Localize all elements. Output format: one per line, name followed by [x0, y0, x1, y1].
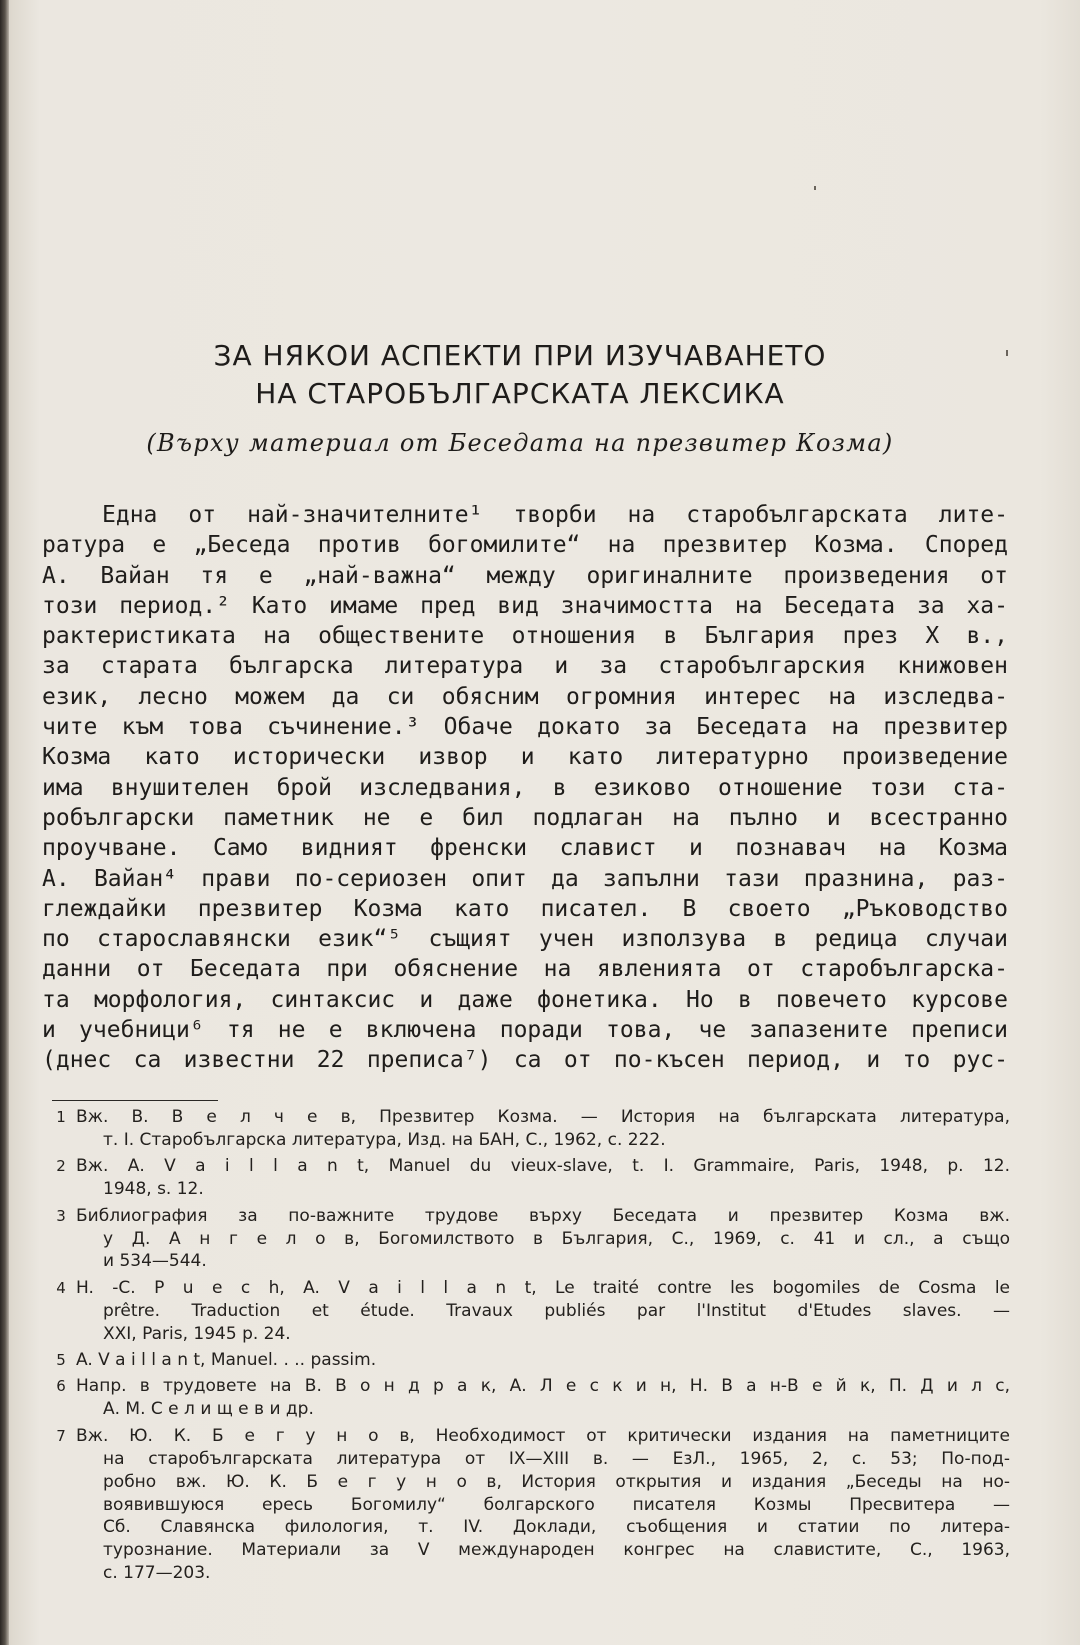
footnote-number: 6 — [56, 1377, 66, 1396]
footnote-5 — [50, 1349, 1010, 1372]
scan-speck — [814, 186, 816, 190]
body-line: та морфология, синтаксис и даже фонетика. Но в повечето курсове — [42, 986, 1008, 1013]
footnote-3 — [50, 1205, 1010, 1274]
article-header — [60, 337, 980, 457]
footnote-number: 5 — [56, 1351, 66, 1370]
body-line: данни от Беседата при обяснение на явленията от старобългарска- — [42, 956, 1008, 983]
body-line: глеждайки презвитер Козма като писател. В своето „Ръководство — [42, 895, 1008, 922]
body-line: А. Вайан тя е „най-важна“ между оригиналните произведения от — [42, 562, 1008, 589]
body-line: за старата българска литература и за старобългарския книжовен — [42, 653, 1008, 680]
title-line-2: НА СТАРОБЪЛГАРСКАТА ЛЕКСИКА — [255, 377, 785, 410]
footnotes — [50, 1106, 1010, 1589]
footnote-line: на старобългарската литература от IX—XIII в. — ЕзЛ., 1965, 2, с. 53; По-под- — [103, 1448, 1010, 1469]
footnote-6 — [50, 1375, 1010, 1421]
footnote-line: Напр. в трудовете на В. В о н д р а к, А. Л е с к и н, Н. В а н-В е й к, П. Д и л с, — [76, 1376, 1010, 1397]
body-paragraph — [42, 500, 1008, 1076]
footnote-line: робно вж. Ю. К. Б е г у н о в, История открытия и издания „Беседы на но- — [103, 1471, 1010, 1492]
body-line: проучване. Само видният френски славист и познавач на Козма — [42, 835, 1008, 862]
book-spine-shadow — [0, 0, 9, 1645]
footnote-2 — [50, 1155, 1010, 1201]
title-line-1: ЗА НЯКОИ АСПЕКТИ ПРИ ИЗУЧАВАНЕТО — [213, 339, 827, 372]
footnote-1 — [50, 1106, 1010, 1152]
body-line: и учебници⁶ тя не е включена поради това, че запазените преписи — [42, 1017, 1008, 1044]
footnote-line: Вж. В. В е л ч е в, Презвитер Козма. — История на българската литература, — [76, 1107, 1010, 1127]
body-line: робългарски паметник не е бил подлаган на пълно и всестранно — [42, 804, 1008, 831]
body-line: Една от най-значителните¹ творби на старобългарската лите- — [102, 502, 1008, 528]
footnote-line: с. 177—203. — [103, 1563, 211, 1584]
footnote-line: prêtre. Traduction et étude. Travaux publiés par l'Institut d'Etudes slaves. — — [103, 1300, 1010, 1321]
body-line: (днес са известни 22 преписа⁷) са от по-късен период, и то рус- — [42, 1047, 1008, 1074]
footnote-4 — [50, 1277, 1010, 1346]
footnote-7 — [50, 1425, 1010, 1585]
footnote-number: 7 — [56, 1426, 66, 1445]
footnote-line: А. М. С е л и щ е в и др. — [103, 1399, 314, 1420]
footnote-line: 1948, s. 12. — [103, 1179, 204, 1200]
footnote-line: Библиография за по-важните трудове върху Беседата и презвитер Козма вж. — [76, 1205, 1010, 1226]
footnote-line: воявившуюся ересь Богомилу“ болгарского писателя Козмы Пресвитера — — [103, 1494, 1010, 1515]
footnote-number: 3 — [56, 1206, 66, 1225]
footnote-line: XXI, Paris, 1945 p. 24. — [103, 1323, 291, 1344]
body-line: език, лесно можем да си обясним огромния интерес на изследва- — [42, 683, 1008, 710]
footnote-number: 1 — [56, 1108, 66, 1126]
footnote-number: 4 — [56, 1278, 66, 1297]
scan-speck — [1006, 350, 1008, 356]
body-line: ратура е „Беседа против богомилите“ на презвитер Козма. Според — [42, 532, 1008, 559]
footnote-line: т. I. Старобългарска литература, Изд. на БАН, С., 1962, с. 222. — [103, 1129, 666, 1150]
footnote-divider — [52, 1100, 218, 1101]
body-line: А. Вайан⁴ прави по-сериозен опит да запълни тази празнина, раз- — [42, 865, 1008, 892]
body-line: по старославянски език“⁵ същият учен използува в редица случаи — [42, 926, 1008, 953]
body-line: рактеристиката на обществените отношения в България през X в., — [42, 623, 1008, 650]
body-line: този период.² Като имаме пред вид значимостта на Беседата за ха- — [42, 592, 1008, 619]
footnote-line: турознание. Материали за V международен конгрес на славистите, С., 1963, — [103, 1540, 1010, 1561]
footnote-line: Вж. А. V a i l l a n t, Manuel du vieux-slave, t. I. Grammaire, Paris, 1948, p. 12. — [76, 1156, 1010, 1177]
footnote-number: 2 — [56, 1157, 66, 1176]
footnote-line: Сб. Славянска филология, т. IV. Доклади, съобщения и статии по литера- — [103, 1517, 1010, 1538]
footnote-line: у Д. А н г е л о в, Богомилството в България, С., 1969, с. 41 и сл., а също — [103, 1228, 1010, 1249]
footnote-line: H. -C. P u e c h, A. V a i l l a n t, Le traité contre les bogomiles de Cosma le — [76, 1277, 1010, 1298]
body-line: Козма като исторически извор и като литературно произведение — [42, 744, 1008, 771]
footnote-line: A. V a i l l a n t, Manuel. . .. passim. — [76, 1350, 377, 1371]
body-line: има внушителен брой изследвания, в езиково отношение този ста- — [42, 774, 1008, 801]
subtitle: (Върху материал от Беседата на презвитер Козма) — [146, 429, 894, 457]
footnote-line: Вж. Ю. К. Б е г у н о в, Необходимост от критически издания на паметниците — [76, 1425, 1010, 1446]
footnote-line: и 534—544. — [103, 1251, 207, 1272]
body-line: чите към това съчинение.³ Обаче докато за Беседата на презвитер — [42, 714, 1008, 741]
